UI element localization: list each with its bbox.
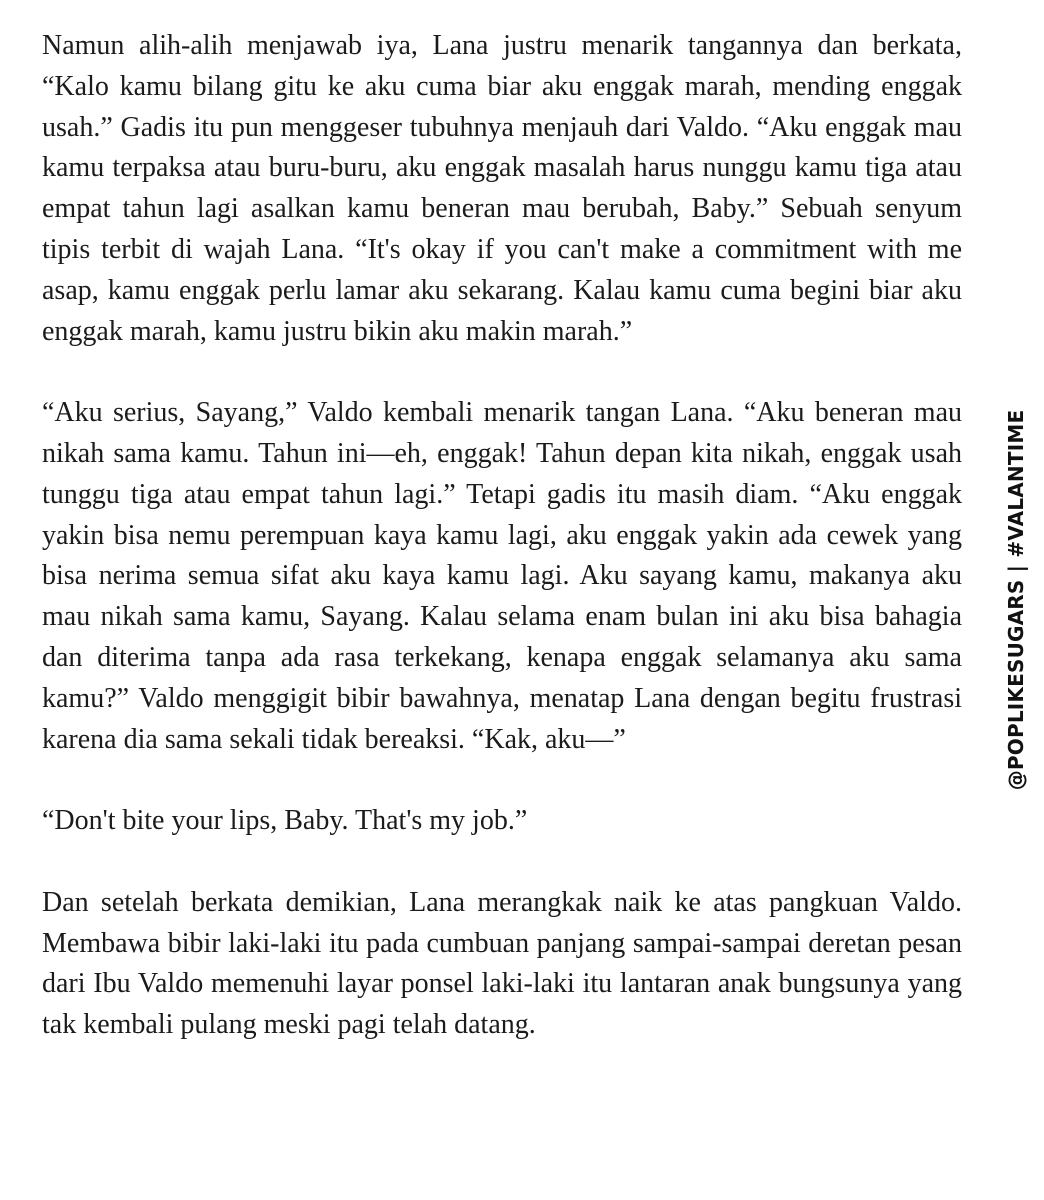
paragraph-4: Dan setelah berkata demikian, Lana merangkak naik ke atas pangkuan Valdo. Membawa bibir laki-laki itu pada cumbuan panjang sampai-sampai deretan pesan dari Ibu Valdo memenuhi layar ponsel laki-laki itu lantaran anak bungsunya yang tak kembali pulang meski pagi telah datang. xyxy=(42,886,962,1041)
watermark-credit: @POPLIKESUGARS | #VALANTIME xyxy=(1004,409,1028,791)
paragraph-3: “Don't bite your lips, Baby. That's my job.” xyxy=(42,805,528,837)
story-text xyxy=(42,26,962,1046)
paragraph-2: “Aku serius, Sayang,” Valdo kembali menarik tangan Lana. “Aku beneran mau nikah sama kamu. Tahun ini—eh, enggak! Tahun depan kita nikah, enggak usah tunggu tiga atau empat tahun lagi.” Tetapi gadis itu masih diam. “Aku enggak yakin bisa nemu perempuan kaya kamu lagi, aku enggak yakin ada cewek yang bisa nerima semua sifat aku kaya kamu lagi. Aku sayang kamu, makanya aku mau nikah sama kamu, Sayang. Kalau selama enam bulan ini aku bisa bahagia dan diterima tanpa ada rasa terkekang, kenapa enggak selamanya aku sama kamu?” Valdo menggigit bibir bawahnya, menatap Lana dengan begitu frustrasi karena dia sama sekali tidak bereaksi. “Kak, aku—” xyxy=(42,397,962,755)
paragraph-1: Namun alih-alih menjawab iya, Lana justru menarik tangannya dan berkata, “Kalo kamu bilang gitu ke aku cuma biar aku enggak marah, mending enggak usah.” Gadis itu pun menggeser tubuhnya menjauh dari Valdo. “Aku enggak mau kamu terpaksa atau buru-buru, aku enggak masalah harus nunggu kamu tiga atau empat tahun lagi asalkan kamu beneran mau berubah, Baby.” Sebuah senyum tipis terbit di wajah Lana. “It's okay if you can't make a commitment with me asap, kamu enggak perlu lamar aku sekarang. Kalau kamu cuma begini biar aku enggak marah, kamu justru bikin aku makin marah.” xyxy=(42,30,962,347)
